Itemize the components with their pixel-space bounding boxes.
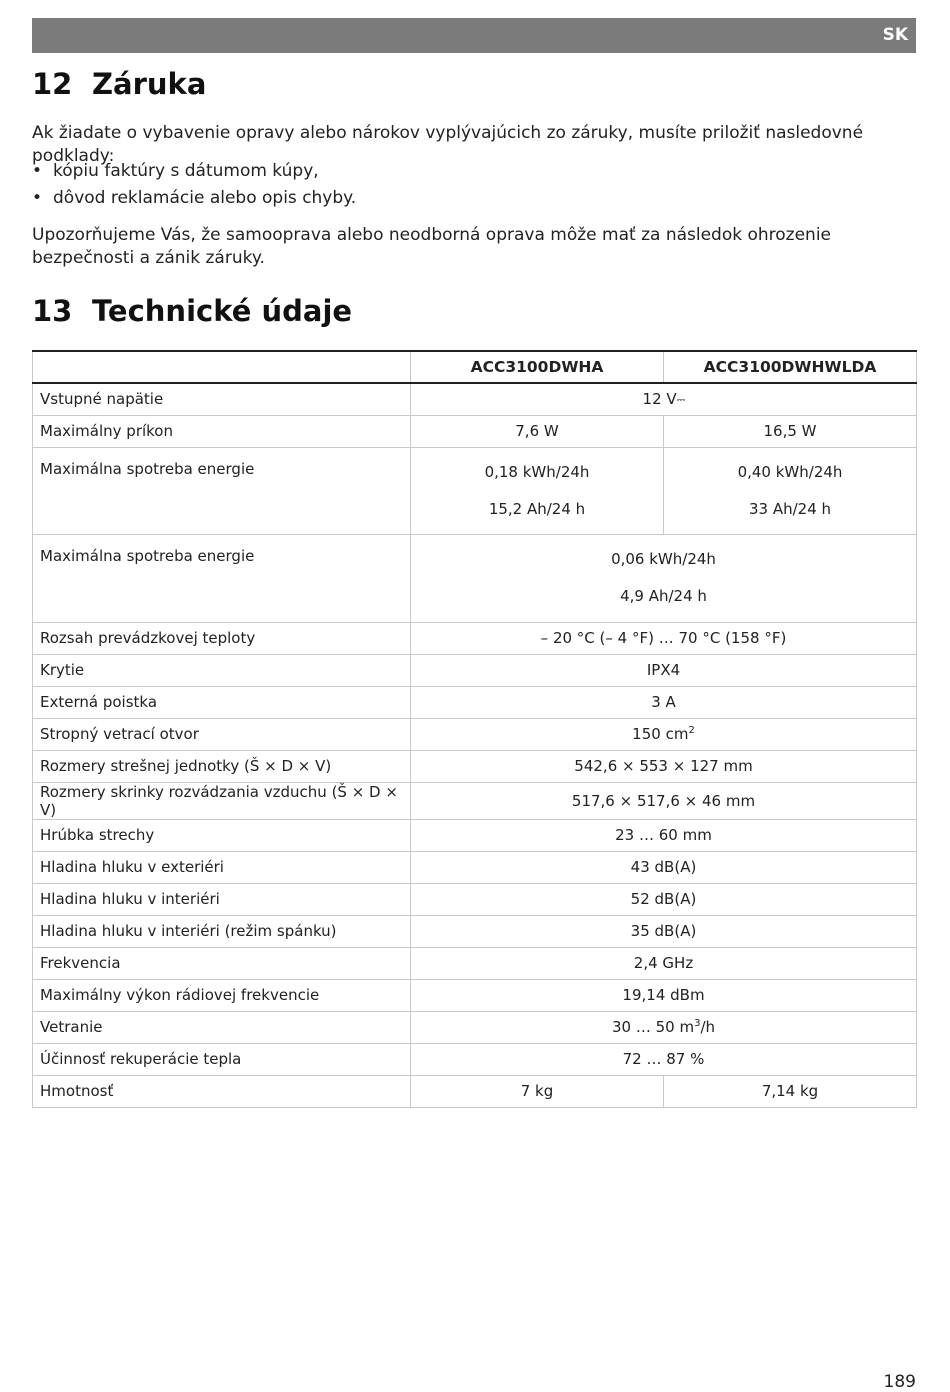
row-value: 542,6 × 553 × 127 mm [411,750,917,782]
value-line: 0,40 kWh/24h [737,462,843,481]
table-row [33,1075,917,1107]
table-row [33,534,917,622]
row-label: Účinnosť rekuperácie tepla [33,1043,411,1075]
list-item: • dôvod reklamácie alebo opis chyby. [32,185,356,212]
row-value: 52 dB(A) [411,883,917,915]
row-value-b: 7,14 kg [664,1075,917,1107]
table-row [33,415,917,447]
row-label: Maximálny výkon rádiovej frekvencie [33,979,411,1011]
table-row [33,947,917,979]
header-model-a: ACC3100DWHA [411,351,664,383]
row-value [411,534,917,622]
section-header-bar [32,18,916,53]
dc-symbol-icon: ⎓ [676,392,685,406]
section-title: Záruka [92,67,207,101]
table-row [33,1011,917,1043]
row-value [411,1011,917,1043]
page-number: 189 [883,1372,916,1392]
header-model-b: ACC3100DWHWLDA [664,351,917,383]
warranty-intro: Ak žiadate o vybavenie opravy alebo nárokov vyplývajúcich zo záruky, musíte priložiť nasledovné podklady: [32,123,864,166]
table-row [33,851,917,883]
row-label: Vetranie [33,1011,411,1043]
row-value: 43 dB(A) [411,851,917,883]
row-label: Krytie [33,654,411,686]
table-row [33,915,917,947]
value-line: 15,2 Ah/24 h [488,499,586,518]
row-label: Rozmery skrinky rozvádzania vzduchu (Š × D × V) [33,782,411,819]
row-label: Stropný vetrací otvor [33,718,411,750]
row-label: Rozmery strešnej jednotky (Š × D × V) [33,750,411,782]
row-value: 19,14 dBm [411,979,917,1011]
table-row [33,1043,917,1075]
row-label: Hladina hluku v exteriéri [33,851,411,883]
table-header-row [33,351,917,383]
table-row [33,383,917,415]
section-number: 13 [32,294,73,328]
table-row [33,883,917,915]
row-value [411,383,917,415]
value-line: 4,9 Ah/24 h [620,587,707,605]
row-label: Hmotnosť [33,1075,411,1107]
row-label: Hladina hluku v interiéri [33,883,411,915]
table-row [33,622,917,654]
table-row [33,654,917,686]
row-label: Rozsah prevádzkovej teploty [33,622,411,654]
row-label: Hladina hluku v interiéri (režim spánku) [33,915,411,947]
row-value-b [664,447,917,534]
row-label: Hrúbka strechy [33,819,411,851]
row-value: 2,4 GHz [411,947,917,979]
row-label: Maximálny príkon [33,415,411,447]
header-cell-empty [33,351,411,383]
table-row [33,782,917,819]
warranty-documents-list [32,158,356,212]
row-label: Vstupné napätie [33,383,411,415]
row-label: Frekvencia [33,947,411,979]
superscript: 3 [694,1018,701,1029]
technical-data-table [32,350,917,1108]
row-value: 3 A [411,686,917,718]
language-label: SK [882,25,908,45]
row-value: 517,6 × 517,6 × 46 mm [411,782,917,819]
value-text: 30 … 50 m [611,1018,695,1036]
table-row [33,686,917,718]
row-label: Maximálna spotreba energie [33,534,411,622]
section-title: Technické údaje [92,294,353,328]
table-row [33,750,917,782]
value-line: 0,18 kWh/24h [484,462,590,481]
row-label: Externá poistka [33,686,411,718]
table-row [33,447,917,534]
table-row [33,979,917,1011]
row-value-b: 16,5 W [664,415,917,447]
row-value [411,718,917,750]
warranty-note: Upozorňujeme Vás, že samooprava alebo neodborná oprava môže mať za následok ohrozenie bezpečnosti a zánik záruky. [32,225,832,268]
value-text: 12 V [642,390,677,409]
row-value: 23 … 60 mm [411,819,917,851]
row-value-a [411,447,664,534]
value-line: 0,06 kWh/24h [611,550,716,568]
row-value: 72 … 87 % [411,1043,917,1075]
value-suffix: /h [700,1018,716,1036]
row-label: Maximálna spotreba energie [33,447,411,534]
section-13-heading [32,294,352,328]
superscript: 2 [688,725,695,736]
row-value: 35 dB(A) [411,915,917,947]
section-12-heading [32,67,206,101]
row-value: IPX4 [411,654,917,686]
list-item: • kópiu faktúry s dátumom kúpy, [32,158,356,185]
table-row [33,819,917,851]
row-value-a: 7,6 W [411,415,664,447]
row-value: – 20 °C (– 4 °F) … 70 °C (158 °F) [411,622,917,654]
value-line: 33 Ah/24 h [748,499,832,518]
table-row [33,718,917,750]
row-value-a: 7 kg [411,1075,664,1107]
section-number: 12 [32,67,73,101]
value-text: 150 cm [632,725,689,743]
